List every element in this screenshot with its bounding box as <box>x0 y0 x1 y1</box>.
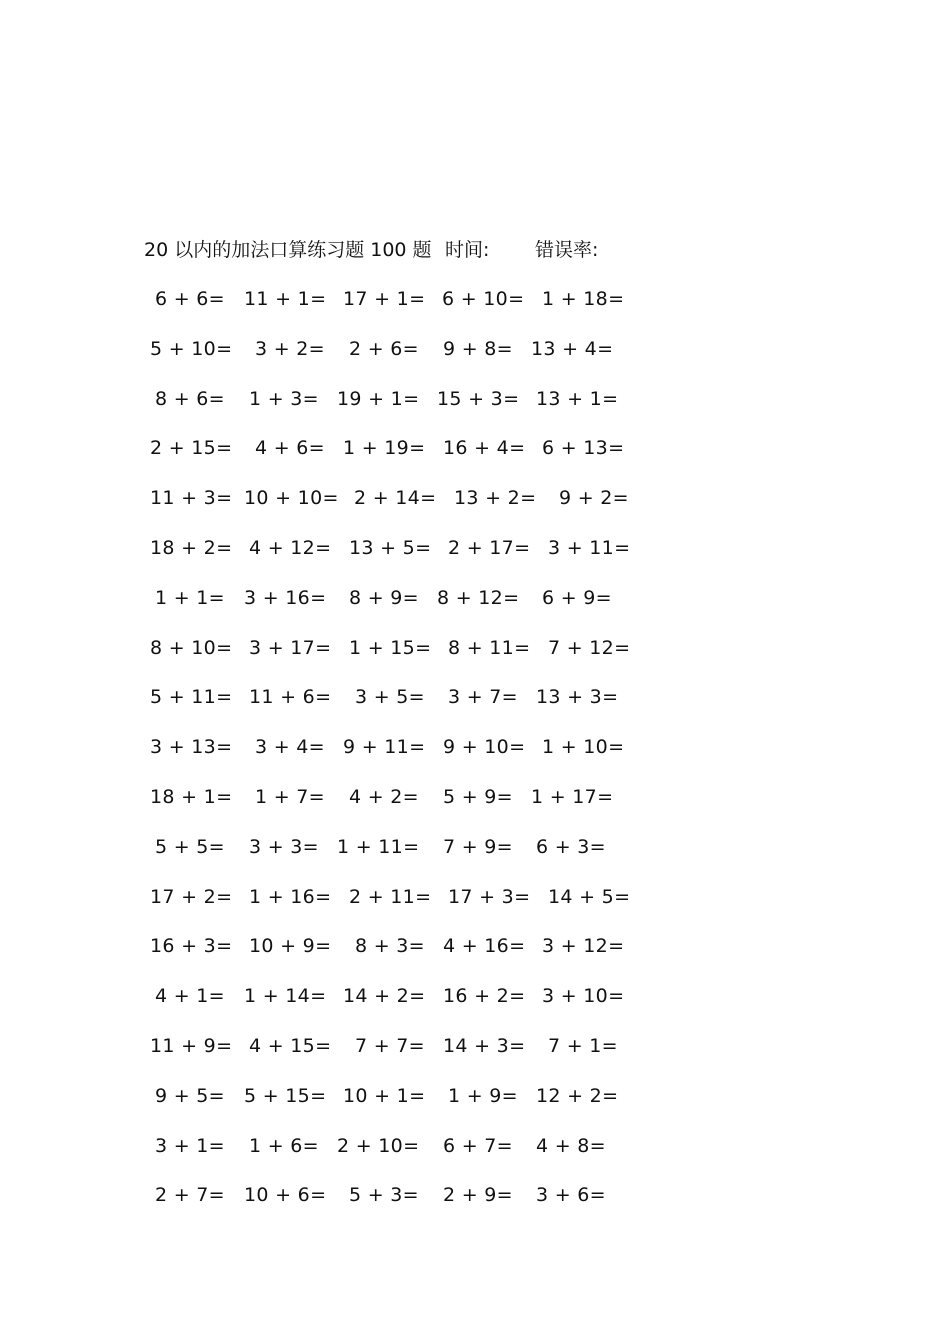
problem-item: 1 + 3= <box>249 388 319 410</box>
problem-item: 2 + 6= <box>349 338 419 360</box>
problem-item: 2 + 14= <box>354 487 437 509</box>
problem-item: 1 + 17= <box>531 786 614 808</box>
problem-item: 4 + 12= <box>249 537 332 559</box>
problem-item: 7 + 1= <box>548 1035 618 1057</box>
problem-item: 8 + 3= <box>355 935 425 957</box>
problem-item: 2 + 9= <box>443 1184 513 1206</box>
problem-item: 1 + 7= <box>255 786 325 808</box>
problem-item: 13 + 5= <box>349 537 432 559</box>
problem-item: 11 + 3= <box>150 487 233 509</box>
problem-item: 5 + 11= <box>150 686 233 708</box>
problem-item: 6 + 6= <box>155 288 225 310</box>
problem-item: 1 + 1= <box>155 587 225 609</box>
problem-item: 1 + 11= <box>337 836 420 858</box>
problem-item: 8 + 10= <box>150 637 233 659</box>
problem-item: 7 + 9= <box>443 836 513 858</box>
problem-item: 17 + 1= <box>343 288 426 310</box>
problem-item: 2 + 17= <box>448 537 531 559</box>
problem-item: 14 + 5= <box>548 886 631 908</box>
problem-item: 17 + 2= <box>150 886 233 908</box>
problem-item: 3 + 17= <box>249 637 332 659</box>
problem-item: 8 + 11= <box>448 637 531 659</box>
problem-item: 3 + 4= <box>255 736 325 758</box>
problem-item: 18 + 2= <box>150 537 233 559</box>
problem-item: 1 + 18= <box>542 288 625 310</box>
problem-item: 2 + 11= <box>349 886 432 908</box>
problem-item: 8 + 9= <box>349 587 419 609</box>
problem-item: 5 + 10= <box>150 338 233 360</box>
problem-item: 3 + 2= <box>255 338 325 360</box>
problem-item: 1 + 6= <box>249 1135 319 1157</box>
time-label: 时间: <box>445 239 490 261</box>
problem-item: 11 + 6= <box>249 686 332 708</box>
problem-item: 15 + 3= <box>437 388 520 410</box>
problem-item: 17 + 3= <box>448 886 531 908</box>
problem-item: 9 + 2= <box>559 487 629 509</box>
problem-item: 6 + 3= <box>536 836 606 858</box>
problem-item: 9 + 11= <box>343 736 426 758</box>
worksheet-title: 20 以内的加法口算练习题 100 题 <box>144 239 432 261</box>
problem-item: 18 + 1= <box>150 786 233 808</box>
problem-item: 1 + 14= <box>244 985 327 1007</box>
problem-item: 3 + 6= <box>536 1184 606 1206</box>
problem-item: 3 + 7= <box>448 686 518 708</box>
problem-item: 3 + 12= <box>542 935 625 957</box>
problem-item: 11 + 1= <box>244 288 327 310</box>
problem-item: 3 + 5= <box>355 686 425 708</box>
problem-item: 8 + 6= <box>155 388 225 410</box>
problem-item: 11 + 9= <box>150 1035 233 1057</box>
problem-item: 16 + 2= <box>443 985 526 1007</box>
problem-item: 1 + 10= <box>542 736 625 758</box>
problem-item: 13 + 3= <box>536 686 619 708</box>
problem-item: 1 + 9= <box>448 1085 518 1107</box>
problem-item: 10 + 10= <box>244 487 339 509</box>
problem-item: 4 + 6= <box>255 437 325 459</box>
problem-item: 7 + 7= <box>355 1035 425 1057</box>
problem-item: 2 + 15= <box>150 437 233 459</box>
problem-item: 13 + 1= <box>536 388 619 410</box>
problem-item: 6 + 13= <box>542 437 625 459</box>
problem-item: 1 + 15= <box>349 637 432 659</box>
problem-item: 5 + 15= <box>244 1085 327 1107</box>
problem-item: 19 + 1= <box>337 388 420 410</box>
problem-item: 6 + 7= <box>443 1135 513 1157</box>
problem-item: 6 + 9= <box>542 587 612 609</box>
problem-item: 7 + 12= <box>548 637 631 659</box>
problem-item: 16 + 4= <box>443 437 526 459</box>
problem-item: 4 + 15= <box>249 1035 332 1057</box>
problem-item: 14 + 3= <box>443 1035 526 1057</box>
problem-item: 13 + 2= <box>454 487 537 509</box>
problem-item: 10 + 1= <box>343 1085 426 1107</box>
problem-item: 2 + 10= <box>337 1135 420 1157</box>
problem-item: 16 + 3= <box>150 935 233 957</box>
problem-item: 2 + 7= <box>155 1184 225 1206</box>
problem-item: 1 + 16= <box>249 886 332 908</box>
problem-item: 5 + 5= <box>155 836 225 858</box>
problem-item: 12 + 2= <box>536 1085 619 1107</box>
problem-item: 3 + 13= <box>150 736 233 758</box>
problem-item: 3 + 16= <box>244 587 327 609</box>
problem-item: 3 + 3= <box>249 836 319 858</box>
problem-item: 9 + 8= <box>443 338 513 360</box>
problem-item: 3 + 1= <box>155 1135 225 1157</box>
problem-item: 10 + 9= <box>249 935 332 957</box>
problem-item: 9 + 5= <box>155 1085 225 1107</box>
problem-item: 13 + 4= <box>531 338 614 360</box>
problem-item: 9 + 10= <box>443 736 526 758</box>
problem-item: 3 + 10= <box>542 985 625 1007</box>
problem-item: 10 + 6= <box>244 1184 327 1206</box>
problem-item: 6 + 10= <box>442 288 525 310</box>
error-rate-label: 错误率: <box>535 239 599 261</box>
problem-item: 5 + 9= <box>443 786 513 808</box>
problem-item: 14 + 2= <box>343 985 426 1007</box>
problem-item: 4 + 1= <box>155 985 225 1007</box>
problem-item: 1 + 19= <box>343 437 426 459</box>
problem-item: 4 + 2= <box>349 786 419 808</box>
problem-item: 4 + 8= <box>536 1135 606 1157</box>
problem-item: 8 + 12= <box>437 587 520 609</box>
problem-item: 3 + 11= <box>548 537 631 559</box>
problem-item: 5 + 3= <box>349 1184 419 1206</box>
problem-item: 4 + 16= <box>443 935 526 957</box>
